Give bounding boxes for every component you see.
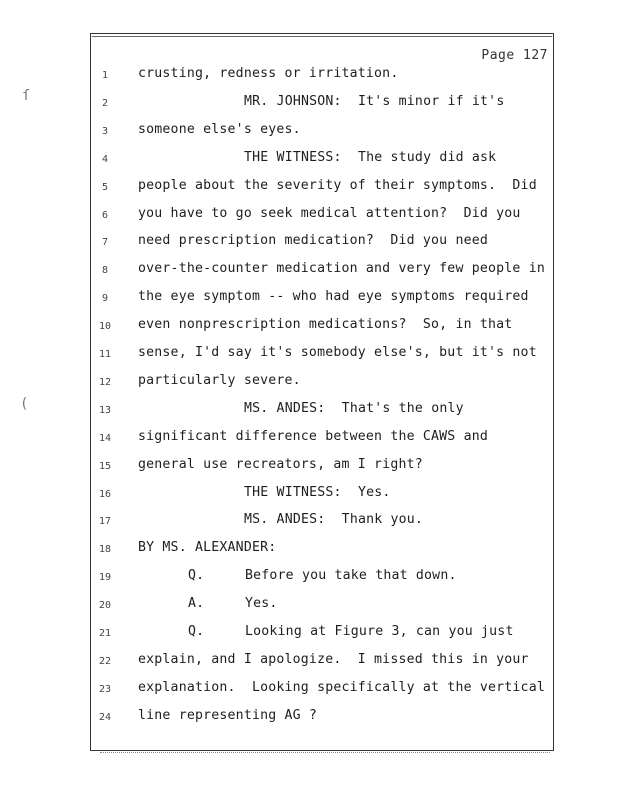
- transcript-line: [92, 485, 552, 509]
- transcript-line: [92, 178, 552, 202]
- transcript-line: [92, 680, 552, 704]
- margin-mark: (: [20, 396, 29, 412]
- line-number: 11: [98, 349, 112, 360]
- line-number: 6: [101, 209, 109, 221]
- line-text: line representing AG ?: [138, 707, 318, 723]
- line-text: Q. Looking at Figure 3, can you just: [188, 624, 514, 639]
- margin-mark: ſ: [22, 88, 31, 104]
- line-text: particularly severe.: [138, 372, 301, 388]
- line-text: BY MS. ALEXANDER:: [138, 540, 277, 556]
- transcript-line: [92, 373, 552, 397]
- line-text: THE WITNESS: Yes.: [244, 484, 391, 500]
- line-number: 3: [101, 125, 109, 137]
- transcript-line: [92, 708, 552, 732]
- line-number: 16: [98, 488, 112, 500]
- transcript-line: [92, 206, 552, 230]
- line-text: you have to go seek medical attention? Did you: [138, 205, 521, 221]
- line-text: even nonprescription medications? So, in that: [138, 317, 513, 333]
- transcript-line: [92, 457, 552, 481]
- transcript-line: [92, 94, 552, 118]
- line-number: 2: [101, 97, 109, 109]
- transcript-line: [92, 568, 552, 592]
- line-number: 21: [98, 628, 112, 639]
- line-number: 7: [101, 237, 109, 249]
- line-text: people about the severity of their symptoms. Did: [138, 177, 537, 193]
- line-number: 17: [98, 516, 112, 528]
- line-number: 23: [98, 683, 112, 695]
- transcript-line: [92, 624, 552, 648]
- line-text: MS. ANDES: That's the only: [244, 400, 464, 416]
- line-text: Q. Before you take that down.: [188, 568, 457, 584]
- transcript-line: [92, 540, 552, 564]
- transcript-line: [92, 122, 552, 146]
- transcript-line: [92, 512, 552, 536]
- line-text: crusting, redness or irritation.: [138, 66, 399, 81]
- transcript-line: [92, 66, 552, 90]
- line-number: 9: [101, 293, 109, 305]
- transcript-line: [92, 317, 552, 341]
- line-number: 1: [101, 70, 109, 81]
- line-text: MR. JOHNSON: It's minor if it's: [244, 93, 505, 109]
- transcript-line: [92, 429, 552, 453]
- page-number: Page 127: [481, 48, 548, 63]
- transcript-line: [92, 345, 552, 369]
- transcript-line: [92, 150, 552, 174]
- line-number: 8: [101, 265, 109, 277]
- transcript-line: [92, 233, 552, 257]
- line-number: 22: [98, 655, 112, 667]
- line-number: 5: [101, 181, 109, 193]
- transcript-line: [92, 289, 552, 313]
- line-number: 18: [98, 544, 112, 556]
- line-text: someone else's eyes.: [138, 121, 301, 137]
- line-text: over-the-counter medication and very few people in: [138, 261, 545, 277]
- transcript-line: [92, 261, 552, 285]
- line-number: 19: [98, 572, 112, 584]
- footer-rule: [100, 752, 550, 753]
- line-text: the eye symptom -- who had eye symptoms required: [138, 289, 529, 305]
- line-number: 24: [98, 711, 112, 723]
- line-number: 4: [101, 153, 109, 165]
- header-rule: [92, 36, 552, 37]
- transcript-line: [92, 596, 552, 620]
- line-number: 15: [98, 460, 112, 472]
- line-number: 10: [98, 321, 112, 333]
- line-text: significant difference between the CAWS and: [138, 428, 489, 444]
- line-text: explain, and I apologize. I missed this in your: [138, 651, 529, 667]
- line-text: A. Yes.: [188, 596, 278, 612]
- line-number: 12: [98, 376, 112, 388]
- line-number: 20: [98, 600, 112, 612]
- line-text: MS. ANDES: Thank you.: [244, 512, 424, 528]
- transcript-line: [92, 401, 552, 425]
- line-number: 13: [98, 404, 112, 416]
- line-text: general use recreators, am I right?: [138, 456, 423, 472]
- line-number: 14: [98, 432, 112, 444]
- transcript-line: [92, 652, 552, 676]
- line-text: THE WITNESS: The study did ask: [244, 149, 497, 165]
- line-text: explanation. Looking specifically at the vertical: [138, 679, 545, 695]
- line-text: sense, I'd say it's somebody else's, but it's not: [138, 345, 537, 360]
- line-text: need prescription medication? Did you need: [138, 233, 489, 249]
